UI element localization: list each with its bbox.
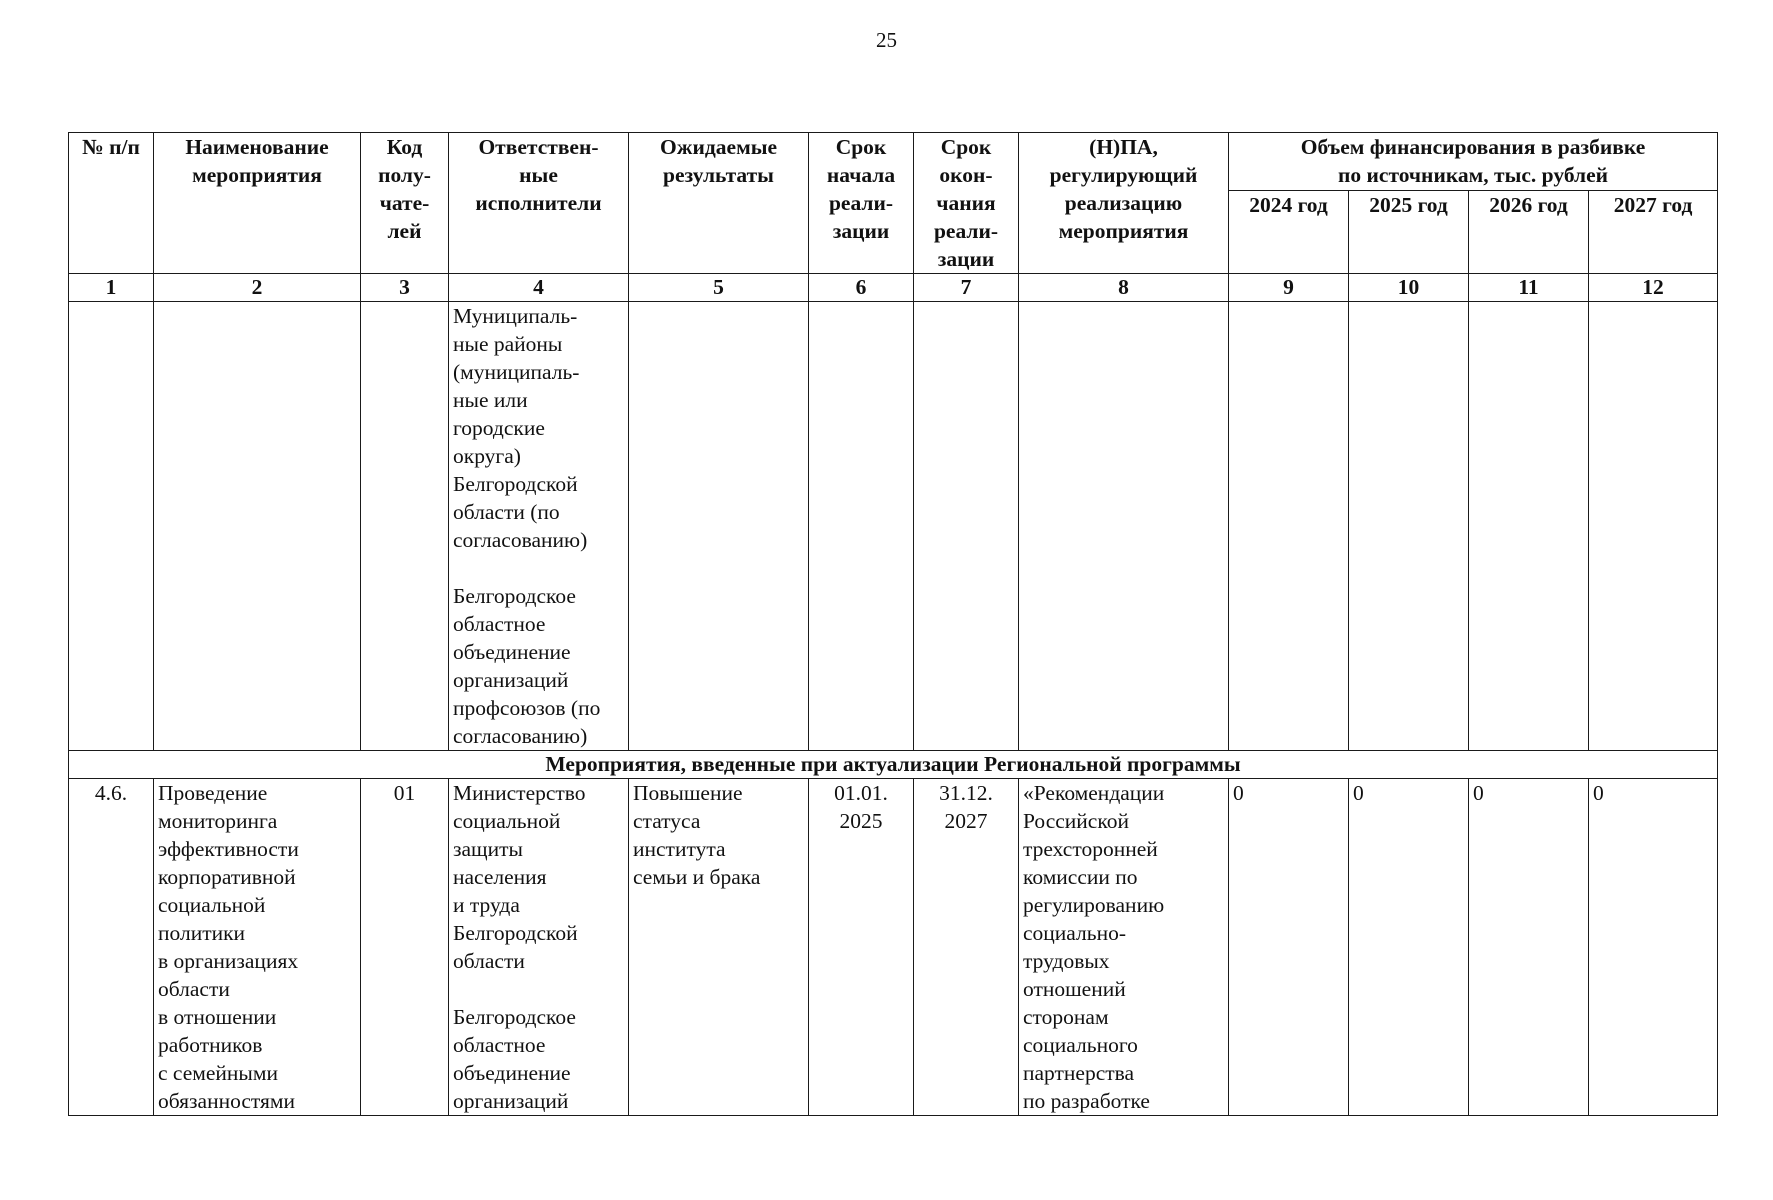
cell-empty — [1469, 302, 1589, 751]
program-measures-table — [68, 132, 1718, 1116]
funding-2026: 0 — [1469, 779, 1589, 1116]
column-number: 7 — [914, 274, 1019, 302]
cell-empty — [809, 302, 914, 751]
cell-empty — [154, 302, 361, 751]
header-end-date: Срок окон- чания реали- зации — [914, 133, 1019, 274]
cell-empty — [1589, 302, 1718, 751]
cell-empty — [1229, 302, 1349, 751]
cell-empty — [914, 302, 1019, 751]
funding-2027: 0 — [1589, 779, 1718, 1116]
column-number: 11 — [1469, 274, 1589, 302]
row-number: 4.6. — [69, 779, 154, 1116]
section-title: Мероприятия, введенные при актуализации Региональной программы — [69, 751, 1718, 779]
measure-name: Проведение мониторинга эффективности корпоративной социальной политики в организациях области в отношении работников с семейными обязанностями — [154, 779, 361, 1116]
header-expected-results: Ожидаемые результаты — [629, 133, 809, 274]
continued-executors-cell — [449, 302, 629, 751]
column-number: 6 — [809, 274, 914, 302]
funding-2025: 0 — [1349, 779, 1469, 1116]
cell-empty — [361, 302, 449, 751]
executors-ministry: Министерство социальной защиты населения и труда Белгородской области — [453, 781, 586, 973]
end-date: 31.12. 2027 — [914, 779, 1019, 1116]
header-legal-acts: (Н)ПА, регулирующий реализацию мероприятия — [1019, 133, 1229, 274]
header-start-date: Срок начала реали- зации — [809, 133, 914, 274]
column-number: 12 — [1589, 274, 1718, 302]
header-year-2024: 2024 год — [1229, 190, 1349, 273]
start-date: 01.01. 2025 — [809, 779, 914, 1116]
column-number: 2 — [154, 274, 361, 302]
header-number: № п/п — [69, 133, 154, 274]
header-row — [69, 133, 1718, 191]
expected-results: Повышение статуса института семьи и брака — [629, 779, 809, 1116]
executors-trade-unions: Белгородское областное объединение организаций — [453, 1005, 576, 1113]
column-number: 9 — [1229, 274, 1349, 302]
column-number: 3 — [361, 274, 449, 302]
legal-act: «Рекомендации Российской трехсторонней комиссии по регулированию социально- трудовых отношений сторонам социального партнерства по разработке — [1019, 779, 1229, 1116]
funding-2024: 0 — [1229, 779, 1349, 1116]
cell-empty — [69, 302, 154, 751]
executors-trade-unions: Белгородское областное объединение организаций профсоюзов (по согласованию) — [453, 584, 601, 748]
section-row — [69, 751, 1718, 779]
column-number: 1 — [69, 274, 154, 302]
header-measure-name: Наименование мероприятия — [154, 133, 361, 274]
cell-empty — [1349, 302, 1469, 751]
header-recipient-code: Код полу- чате- лей — [361, 133, 449, 274]
cell-empty — [1019, 302, 1229, 751]
recipient-code: 01 — [361, 779, 449, 1116]
column-number: 4 — [449, 274, 629, 302]
page-number: 25 — [876, 28, 897, 52]
executors-cell — [449, 779, 629, 1116]
header-year-2025: 2025 год — [1349, 190, 1469, 273]
header-year-2026: 2026 год — [1469, 190, 1589, 273]
header-year-2027: 2027 год — [1589, 190, 1718, 273]
column-numbers-row — [69, 274, 1718, 302]
header-funding: Объем финансирования в разбивке по источникам, тыс. рублей — [1229, 133, 1718, 191]
cell-empty — [629, 302, 809, 751]
column-number: 5 — [629, 274, 809, 302]
executors-municipal: Муниципаль- ные районы (муниципаль- ные или городские округа) Белгородской области (по согласованию) — [453, 304, 588, 552]
table-row — [69, 779, 1718, 1116]
column-number: 8 — [1019, 274, 1229, 302]
header-executors: Ответствен- ные исполнители — [449, 133, 629, 274]
continued-row — [69, 302, 1718, 751]
column-number: 10 — [1349, 274, 1469, 302]
